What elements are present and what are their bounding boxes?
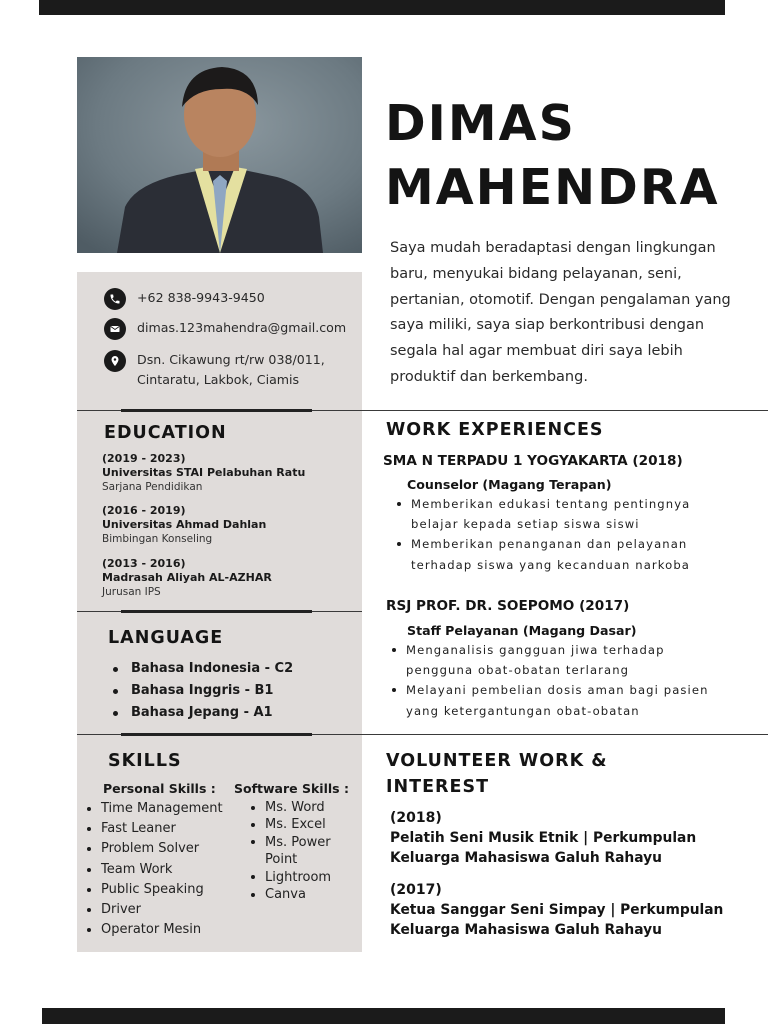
language-item: Bahasa Jepang - A1	[110, 702, 293, 724]
skill-item: Lightroom	[251, 869, 351, 886]
personal-skills-heading: Personal Skills :	[103, 781, 216, 796]
email-icon	[104, 318, 126, 340]
software-skills-heading: Software Skills :	[234, 781, 349, 796]
work-company: RSJ PROF. DR. SOEPOMO (2017)	[386, 598, 630, 614]
software-skills-list	[251, 799, 351, 903]
volunteer-desc-line-1: Pelatih Seni Musik Etnik | Perkumpulan	[390, 830, 697, 846]
education-school: Universitas Ahmad Dahlan	[102, 518, 267, 531]
language-list	[110, 658, 293, 724]
skill-item: Public Speaking	[87, 880, 223, 900]
education-years: (2013 - 2016)	[102, 557, 186, 570]
work-duties	[397, 494, 727, 575]
education-years: (2019 - 2023)	[102, 452, 186, 465]
divider-accent	[121, 733, 312, 736]
volunteer-item	[390, 808, 696, 868]
volunteer-year: (2017)	[390, 882, 442, 898]
location-pin-icon	[104, 350, 126, 372]
address-line-2: Cintaratu, Lakbok, Ciamis	[137, 372, 300, 387]
skills-title: SKILLS	[108, 751, 182, 771]
work-role: Counselor (Magang Terapan)	[407, 477, 612, 492]
work-role: Staff Pelayanan (Magang Dasar)	[407, 623, 637, 638]
education-title: EDUCATION	[104, 423, 227, 443]
skill-item: Driver	[87, 900, 223, 920]
contact-phone	[104, 288, 265, 310]
skill-item: Time Management	[87, 799, 223, 819]
divider-accent	[121, 409, 312, 412]
bottom-bar	[42, 1008, 725, 1024]
volunteer-item	[390, 880, 723, 940]
education-item	[102, 452, 305, 494]
email-address: dimas.123mahendra@gmail.com	[137, 320, 347, 335]
skill-item: Fast Leaner	[87, 819, 223, 839]
education-school: Universitas STAI Pelabuhan Ratu	[102, 466, 306, 479]
work-duty: Memberikan edukasi tentang pentingnya belajar kepada setiap siswa siswi	[397, 494, 727, 534]
name-last: MAHENDRA	[385, 159, 720, 216]
language-item: Bahasa Inggris - B1	[110, 680, 293, 702]
volunteer-title-line-1: VOLUNTEER WORK &	[386, 751, 608, 771]
skill-item: Problem Solver	[87, 839, 223, 859]
contact-email	[104, 318, 346, 340]
contact-address	[104, 350, 325, 390]
skill-item: Ms. Power Point	[251, 834, 351, 869]
profile-summary: Saya mudah beradaptasi dengan lingkungan baru, menyukai bidang pelayanan, seni, pertanian, otomotif. Dengan pengalaman yang saya miliki, saya siap berkontribusi dengan segala hal agar membuat diri saya lebih produktif dan berkembang.	[390, 240, 731, 385]
skill-item: Team Work	[87, 860, 223, 880]
work-duty: Memberikan penanganan dan pelayanan terhadap siswa yang kecanduan narkoba	[397, 534, 727, 574]
phone-icon	[104, 288, 126, 310]
phone-number: +62 838-9943-9450	[137, 290, 265, 305]
volunteer-desc-line-2: Keluarga Mahasiswa Galuh Rahayu	[390, 849, 662, 866]
skill-item: Ms. Word	[251, 799, 351, 816]
work-duties	[392, 640, 732, 721]
education-item	[102, 557, 272, 599]
volunteer-desc-line-1: Ketua Sanggar Seni Simpay | Perkumpulan	[390, 902, 724, 918]
divider-accent	[121, 610, 312, 613]
education-item	[102, 504, 266, 546]
skill-item: Operator Mesin	[87, 920, 223, 940]
education-degree: Sarjana Pendidikan	[102, 481, 203, 493]
work-duty: Menganalisis gangguan jiwa terhadap pengguna obat-obatan terlarang	[392, 640, 732, 680]
volunteer-year: (2018)	[390, 810, 442, 826]
skill-item: Canva	[251, 886, 351, 903]
education-years: (2016 - 2019)	[102, 504, 186, 517]
top-bar	[39, 0, 725, 15]
address-line-1: Dsn. Cikawung rt/rw 038/011,	[137, 352, 325, 367]
work-company: SMA N TERPADU 1 YOGYAKARTA (2018)	[383, 453, 683, 469]
work-title: WORK EXPERIENCES	[386, 420, 604, 440]
name-first: DIMAS	[385, 95, 576, 152]
volunteer-title-line-2: INTEREST	[386, 777, 490, 797]
work-duty: Melayani pembelian dosis aman bagi pasien yang ketergantungan obat-obatan	[392, 680, 732, 720]
full-name	[385, 92, 720, 220]
language-item: Bahasa Indonesia - C2	[110, 658, 293, 680]
education-degree: Jurusan IPS	[102, 586, 161, 598]
skill-item: Ms. Excel	[251, 816, 351, 833]
education-degree: Bimbingan Konseling	[102, 533, 213, 545]
volunteer-desc-line-2: Keluarga Mahasiswa Galuh Rahayu	[390, 921, 662, 938]
address	[137, 350, 325, 390]
language-title: LANGUAGE	[108, 628, 224, 648]
personal-skills-list	[87, 799, 223, 940]
profile-photo	[77, 57, 362, 253]
volunteer-title	[386, 748, 607, 800]
education-school: Madrasah Aliyah AL-AZHAR	[102, 571, 272, 584]
